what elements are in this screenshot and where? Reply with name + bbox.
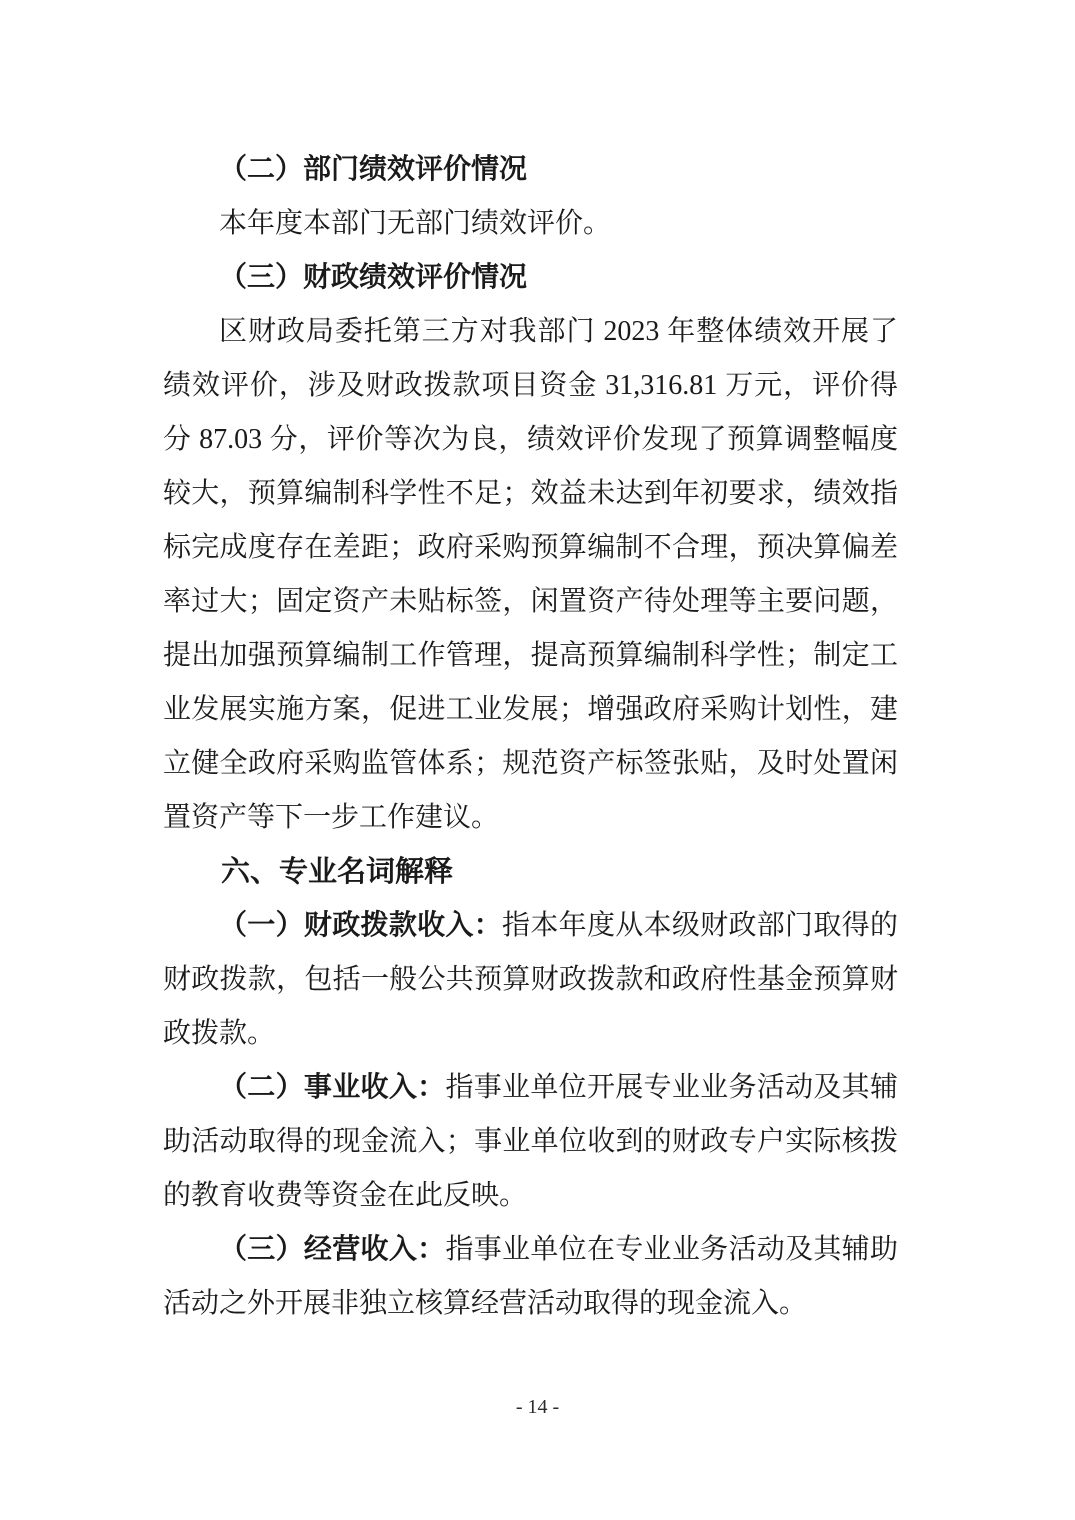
paragraph-no-dept-evaluation: 本年度本部门无部门绩效评价。 xyxy=(219,208,612,239)
term-text-fiscal-appropriation-income: 指本年度从本级财政部门取得的财政拨款，包括一般公共预算财政拨款和政府性基金预算财政拨款。 xyxy=(163,910,898,1049)
subheading-dept-performance-evaluation: （二）部门绩效评价情况 xyxy=(219,154,528,185)
document-content xyxy=(163,143,898,1331)
page-number: - 14 - xyxy=(515,1396,560,1418)
term-paragraph-operating-income xyxy=(163,1223,898,1331)
term-label-fiscal-appropriation-income: （一）财政拨款收入： xyxy=(219,910,503,941)
term-paragraph-institutional-income xyxy=(163,1061,898,1223)
term-label-operating-income: （三）经营收入： xyxy=(219,1234,446,1265)
heading-terminology-section: 六、专业名词解释 xyxy=(221,856,454,888)
term-label-institutional-income: （二）事业收入： xyxy=(219,1072,446,1103)
paragraph-fiscal-evaluation-details: 区财政局委托第三方对我部门 2023 年整体绩效开展了绩效评价，涉及财政拨款项目资金 31,316.81 万元，评价得分 87.03 分，评价等次为良，绩效评价发现了预算调整幅度较大，预算编制科学性不足；效益未达到年初要求，绩效指标完成度存在差距；政府采购预算编制不合理，预决算偏差率过大；固定资产未贴标签，闲置资产待处理等主要问题，提出加强预算编制工作管理，提高预算编制科学性；制定工业发展实施方案，促进工业发展；增强政府采购计划性，建立健全政府采购监管体系；规范资产标签张贴，及时处置闲置资产等下一步工作建议。 xyxy=(163,316,898,833)
term-text-institutional-income: 指事业单位开展专业业务活动及其辅助活动取得的现金流入；事业单位收到的财政专户实际核拨的教育收费等资金在此反映。 xyxy=(163,1072,898,1211)
term-text-operating-income: 指事业单位在专业业务活动及其辅助活动之外开展非独立核算经营活动取得的现金流入。 xyxy=(163,1234,898,1319)
term-paragraph-fiscal-appropriation-income xyxy=(163,899,898,1061)
subheading-fiscal-performance-evaluation: （三）财政绩效评价情况 xyxy=(219,262,528,293)
